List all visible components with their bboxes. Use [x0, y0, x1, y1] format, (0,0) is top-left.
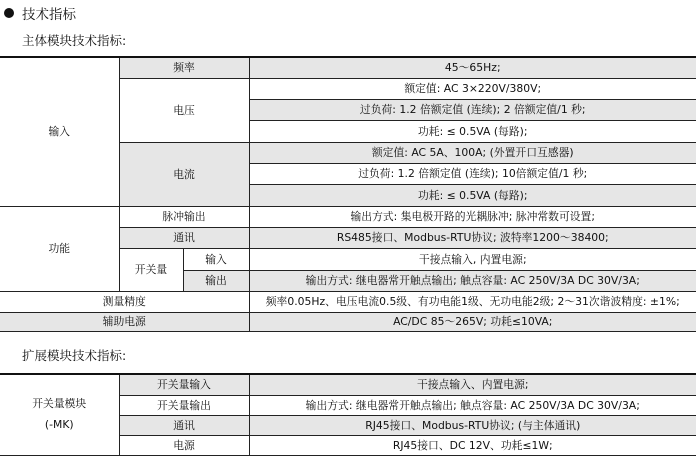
switch-module-cell: [0, 375, 119, 455]
aux-power-value: AC/DC 85～265V; 功耗≤10VA;: [249, 312, 696, 331]
switch-module-label: 开关量模块: [32, 397, 87, 411]
ext-spec-table: [0, 375, 696, 456]
frequency-value: 45～65Hz;: [249, 58, 696, 78]
ext-module-title: 扩展模块技术指标:: [22, 348, 127, 363]
current-label: 电流: [119, 142, 249, 206]
ext-row-value: RJ45接口、Modbus-RTU协议; (与主体通讯): [249, 415, 696, 435]
switch-input-label: 输入: [183, 248, 249, 270]
current-power-value: 功耗: ≤ 0.5VA (每路);: [249, 184, 696, 206]
ext-row-value: RJ45接口、DC 12V、功耗≤1W;: [249, 435, 696, 455]
comm-label: 通讯: [119, 227, 249, 248]
comm-value: RS485接口、Modbus-RTU协议; 波特率1200～38400;: [249, 227, 696, 248]
pulse-output-label: 脉冲输出: [119, 206, 249, 227]
frequency-label: 频率: [119, 58, 249, 78]
switch-label: 开关量: [119, 248, 183, 291]
switch-input-value: 干接点输入, 内置电源;: [249, 248, 696, 270]
ext-row-label: 开关量输入: [119, 375, 249, 395]
voltage-overload-value: 过负荷: 1.2 倍额定值 (连续); 2 倍额定值/1 秒;: [249, 99, 696, 120]
switch-output-label: 输出: [183, 270, 249, 291]
ext-row-value: 干接点输入、内置电源;: [249, 375, 696, 395]
current-rated-value: 额定值: AC 5A、100A; (外置开口互感器): [249, 142, 696, 163]
ext-row-label: 电源: [119, 435, 249, 455]
ext-row-label: 通讯: [119, 415, 249, 435]
aux-power-label: 辅助电源: [0, 312, 249, 331]
function-label: 功能: [0, 206, 119, 291]
accuracy-label: 测量精度: [0, 291, 249, 312]
voltage-power-value: 功耗: ≤ 0.5VA (每路);: [249, 120, 696, 142]
ext-row-label: 开关量输出: [119, 395, 249, 415]
ext-row-value: 输出方式: 继电器常开触点输出; 触点容量: AC 250V/3A DC 30V/3A;: [249, 395, 696, 415]
switch-output-value: 输出方式: 继电器常开触点输出; 触点容量: AC 250V/3A DC 30V/3A;: [249, 270, 696, 291]
voltage-rated-value: 额定值: AC 3×220V/380V;: [249, 78, 696, 99]
switch-module-code: (-MK): [44, 417, 74, 431]
pulse-output-value: 输出方式: 集电极开路的光耦脉冲; 脉冲常数可设置;: [249, 206, 696, 227]
main-spec-table: [0, 58, 696, 332]
input-label: 输入: [0, 58, 119, 206]
section-heading: [4, 3, 76, 23]
voltage-label: 电压: [119, 78, 249, 142]
bullet-icon: [4, 8, 14, 18]
section-heading-text: 技术指标: [22, 7, 76, 23]
accuracy-value: 频率0.05Hz、电压电流0.5级、有功电能1级、无功电能2级; 2～31次谐波精度: ±1%;: [249, 291, 696, 312]
current-overload-value: 过负荷: 1.2 倍额定值 (连续); 10倍额定值/1 秒;: [249, 163, 696, 184]
main-module-title: 主体模块技术指标:: [22, 33, 127, 48]
